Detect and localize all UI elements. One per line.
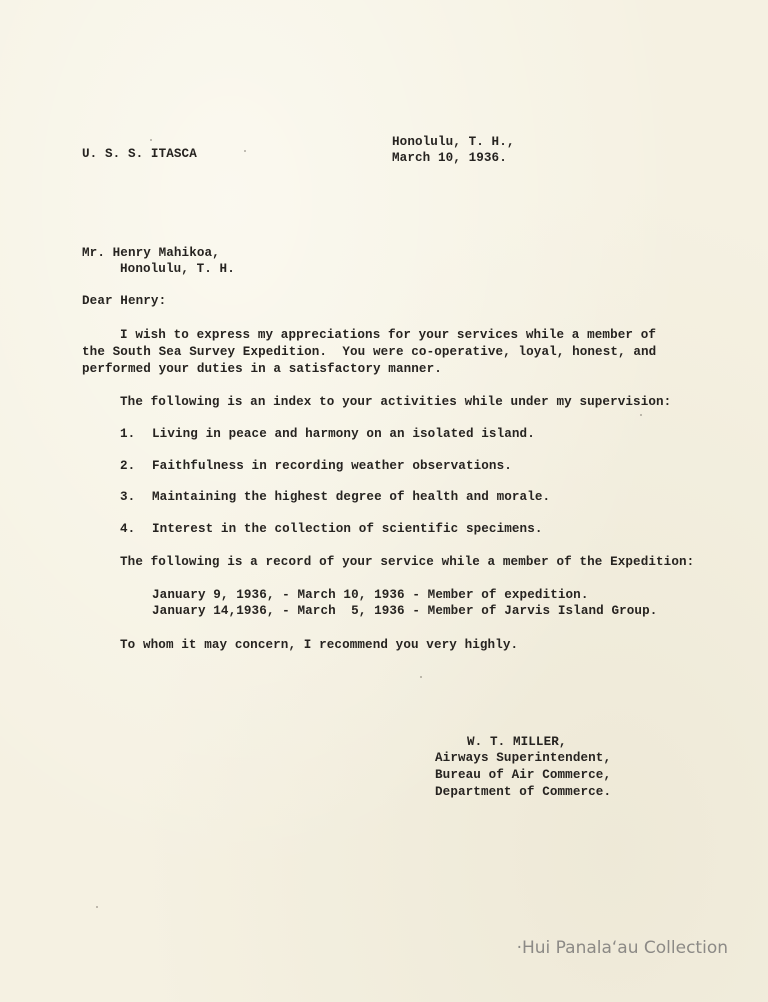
- activity-text: Faithfulness in recording weather observations.: [152, 459, 512, 473]
- ship-name: U. S. S. ITASCA: [82, 147, 197, 161]
- record-heading: The following is a record of your service while a member of the Expedition:: [120, 555, 695, 569]
- service-record-line: January 14,1936, - March 5, 1936 - Member of Jarvis Island Group.: [152, 604, 658, 618]
- paper-speck: [640, 414, 642, 416]
- activity-text: Living in peace and harmony on an isolated island.: [152, 427, 535, 441]
- activity-number: 3.: [120, 490, 136, 504]
- paper-speck: [420, 676, 422, 678]
- collection-watermark: ·Hui Panala‘au Collection: [516, 938, 728, 958]
- intro-line: the South Sea Survey Expedition. You were co-operative, loyal, honest, and: [82, 345, 657, 359]
- activity-text: Interest in the collection of scientific specimens.: [152, 522, 543, 536]
- signature-name: W. T. MILLER,: [467, 735, 567, 749]
- activity-number: 4.: [120, 522, 136, 536]
- date-line: March 10, 1936.: [392, 151, 507, 165]
- recipient-name: Mr. Henry Mahikoa,: [82, 246, 220, 260]
- signature-bureau: Bureau of Air Commerce,: [435, 768, 612, 782]
- index-heading: The following is an index to your activities while under my supervision:: [120, 395, 672, 409]
- activity-text: Maintaining the highest degree of health and morale.: [152, 490, 551, 504]
- activity-number: 2.: [120, 459, 136, 473]
- paper-speck: [150, 139, 152, 141]
- paper-speck: [244, 150, 246, 152]
- signature-department: Department of Commerce.: [435, 785, 612, 799]
- activity-number: 1.: [120, 427, 136, 441]
- paper-speck: [96, 906, 98, 908]
- place-line: Honolulu, T. H.,: [392, 135, 515, 149]
- recommendation: To whom it may concern, I recommend you very highly.: [120, 638, 519, 652]
- intro-line: performed your duties in a satisfactory manner.: [82, 362, 442, 376]
- salutation: Dear Henry:: [82, 294, 167, 308]
- recipient-city: Honolulu, T. H.: [120, 262, 235, 276]
- service-record-line: January 9, 1936, - March 10, 1936 - Member of expedition.: [152, 588, 589, 602]
- signature-title: Airways Superintendent,: [435, 751, 612, 765]
- intro-line: I wish to express my appreciations for your services while a member of: [120, 328, 657, 342]
